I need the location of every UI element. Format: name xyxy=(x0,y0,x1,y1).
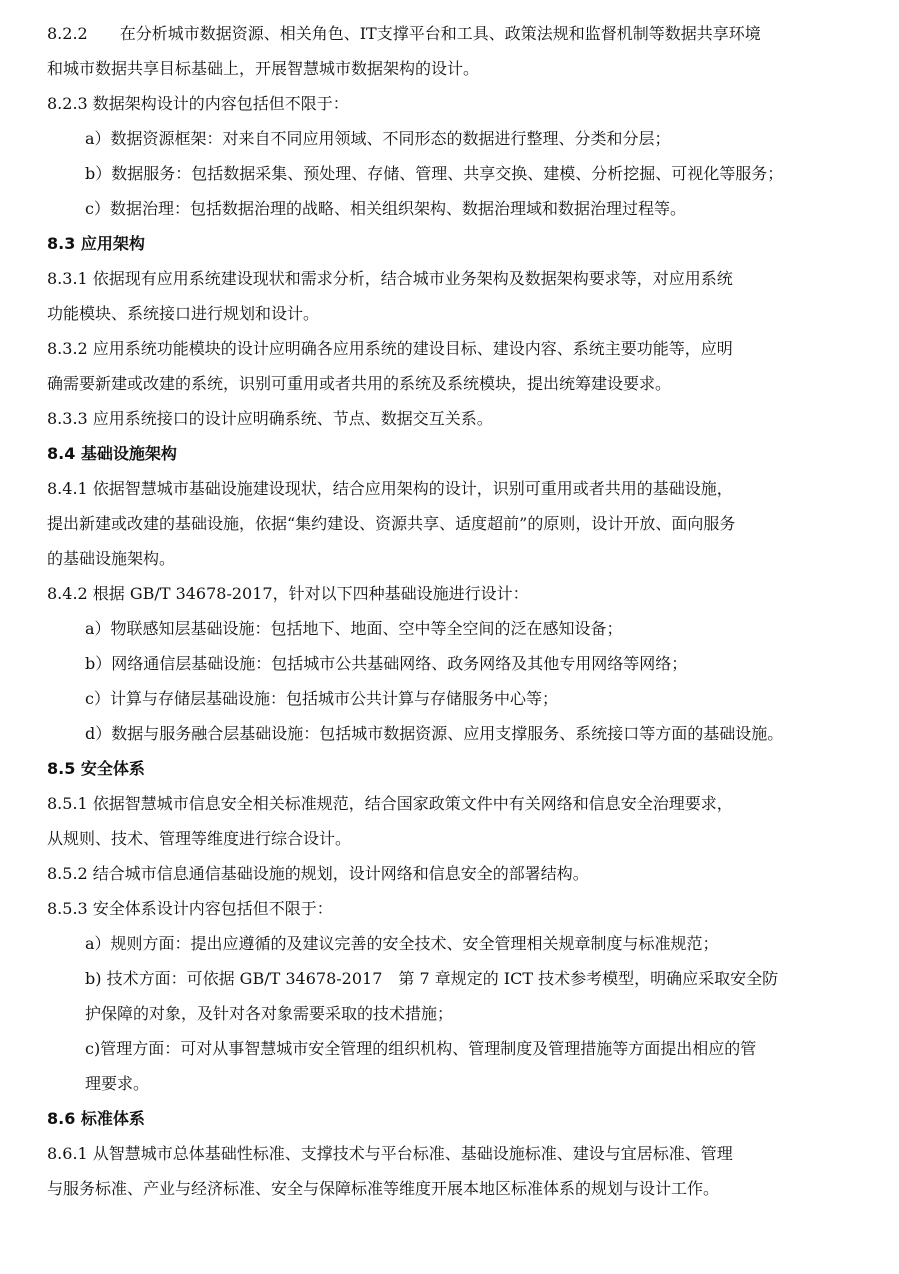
paragraph-8-4-2: 8.4.2 根据 GB/T 34678-2017，针对以下四种基础设施进行设计： xyxy=(47,584,529,603)
paragraph-8-6-1-line-2: 与服务标准、产业与经济标准、安全与保障标准等维度开展本地区标准体系的规划与设计工作。 xyxy=(47,1179,720,1198)
paragraph-8-3-3: 8.3.3 应用系统接口的设计应明确系统、节点、数据交互关系。 xyxy=(47,409,493,428)
paragraph-8-4-1-line-2: 提出新建或改建的基础设施，依据“集约建设、资源共享、适度超前”的原则，设计开放、面向服务 xyxy=(47,514,736,533)
paragraph-8-3-1-line-1: 8.3.1 依据现有应用系统建设现状和需求分析，结合城市业务架构及数据架构要求等，对应用系统 xyxy=(47,269,733,288)
paragraph-8-2-2-line-1: 8.2.2 在分析城市数据资源、相关角色、IT支撑平台和工具、政策法规和监督机制等数据共享环境 xyxy=(47,24,761,43)
paragraph-8-5-2: 8.5.2 结合城市信息通信基础设施的规划，设计网络和信息安全的部署结构。 xyxy=(47,864,589,883)
paragraph-8-2-2-line-2: 和城市数据共享目标基础上，开展智慧城市数据架构的设计。 xyxy=(47,59,480,78)
paragraph-8-3-2-line-1: 8.3.2 应用系统功能模块的设计应明确各应用系统的建设目标、建设内容、系统主要功能等，应明 xyxy=(47,339,733,358)
list-item-data-governance: c）数据治理：包括数据治理的战略、相关组织架构、数据治理域和数据治理过程等。 xyxy=(85,199,686,218)
paragraph-8-6-1-line-1: 8.6.1 从智慧城市总体基础性标准、支撑技术与平台标准、基础设施标准、建设与宜居标准、管理 xyxy=(47,1144,733,1163)
list-item-technology-line-1: b) 技术方面：可依据 GB/T 34678-2017 第 7 章规定的 ICT 技术参考模型，明确应采取安全防 xyxy=(85,969,779,988)
list-item-data-service: b）数据服务：包括数据采集、预处理、存储、管理、共享交换、建模、分析挖掘、可视化等服务； xyxy=(85,164,784,183)
list-item-data-service-fusion-layer: d）数据与服务融合层基础设施：包括城市数据资源、应用支撑服务、系统接口等方面的基础设施。 xyxy=(85,724,784,743)
paragraph-8-3-1-line-2: 功能模块、系统接口进行规划和设计。 xyxy=(47,304,320,323)
list-item-technology-line-2: 护保障的对象，及针对各对象需要采取的技术措施； xyxy=(85,1004,454,1023)
list-item-compute-storage-layer: c）计算与存储层基础设施：包括城市公共计算与存储服务中心等； xyxy=(85,689,558,708)
paragraph-8-4-1-line-1: 8.4.1 依据智慧城市基础设施建设现状，结合应用架构的设计，识别可重用或者共用的基础设施， xyxy=(47,479,733,498)
list-item-management-line-2: 理要求。 xyxy=(85,1074,150,1093)
paragraph-8-3-2-line-2: 确需要新建或改建的系统，识别可重用或者共用的系统及系统模块，提出统筹建设要求。 xyxy=(47,374,672,393)
paragraph-8-2-3: 8.2.3 数据架构设计的内容包括但不限于： xyxy=(47,94,349,113)
paragraph-8-5-1-line-2: 从规则、技术、管理等维度进行综合设计。 xyxy=(47,829,352,848)
heading-8-5: 8.5 安全体系 xyxy=(47,759,145,778)
heading-8-3: 8.3 应用架构 xyxy=(47,234,145,253)
list-item-iot-sensing-layer: a）物联感知层基础设施：包括地下、地面、空中等全空间的泛在感知设备； xyxy=(85,619,623,638)
list-item-data-resource-framework: a）数据资源框架：对来自不同应用领域、不同形态的数据进行整理、分类和分层； xyxy=(85,129,671,148)
paragraph-8-5-3: 8.5.3 安全体系设计内容包括但不限于： xyxy=(47,899,333,918)
paragraph-8-4-1-line-3: 的基础设施架构。 xyxy=(47,549,176,568)
list-item-rules: a）规则方面：提出应遵循的及建议完善的安全技术、安全管理相关规章制度与标准规范； xyxy=(85,934,719,953)
heading-8-6: 8.6 标准体系 xyxy=(47,1109,145,1128)
list-item-management-line-1: c)管理方面：可对从事智慧城市安全管理的组织机构、管理制度及管理措施等方面提出相应的管 xyxy=(85,1039,757,1058)
heading-8-4: 8.4 基础设施架构 xyxy=(47,444,177,463)
list-item-network-layer: b）网络通信层基础设施：包括城市公共基础网络、政务网络及其他专用网络等网络； xyxy=(85,654,688,673)
paragraph-8-5-1-line-1: 8.5.1 依据智慧城市信息安全相关标准规范，结合国家政策文件中有关网络和信息安全治理要求， xyxy=(47,794,733,813)
